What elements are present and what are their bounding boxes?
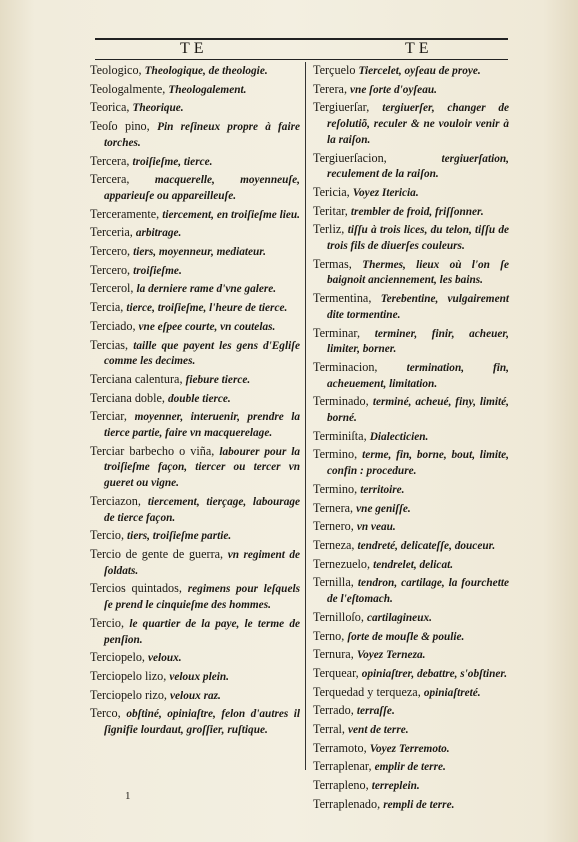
entry-definition: emplir de terre.	[374, 761, 446, 774]
entry-headword: Terraplenar,	[313, 759, 372, 774]
entry-definition: troiſieſme, tierce.	[132, 155, 213, 168]
entry-definition: fiebure tierce.	[185, 373, 251, 386]
header-top-rule	[95, 38, 508, 40]
dictionary-entry	[313, 326, 509, 357]
entry-headword: Terciado,	[90, 318, 136, 333]
entry-headword: Tercio,	[90, 528, 124, 543]
entry-headword: Terciana calentura,	[90, 371, 183, 386]
dictionary-entry	[90, 409, 300, 440]
dictionary-entry	[90, 706, 300, 737]
dictionary-entry	[90, 281, 300, 297]
dictionary-entry	[313, 360, 509, 391]
dictionary-entry	[313, 722, 509, 738]
dictionary-entry	[90, 688, 300, 704]
entry-headword: Terciazon,	[90, 493, 141, 508]
entry-headword: Ternero,	[313, 519, 354, 534]
dictionary-entry	[90, 494, 300, 525]
entry-headword: Tercia,	[90, 300, 124, 315]
entry-headword: Terciopelo,	[90, 650, 145, 665]
entry-definition: Terebentine, vulgairement dite tormentine.	[327, 293, 509, 321]
entry-headword: Terrapleno,	[313, 778, 369, 793]
entry-headword: Terral,	[313, 722, 345, 737]
dictionary-entry	[313, 647, 509, 663]
dictionary-entry	[313, 557, 509, 573]
entry-headword: Terciopelo lizo,	[90, 668, 167, 683]
entry-headword: Teorica,	[90, 100, 130, 115]
entry-headword: Teologalmente,	[90, 81, 166, 96]
entry-definition: tendreté, delicateſſe, douceur.	[357, 539, 496, 552]
header-left-letters: TE	[180, 40, 208, 57]
dictionary-entry	[313, 82, 509, 98]
entry-definition: moyenner, interuenir, prendre la tierce partie, faire vn macquerelage.	[104, 411, 301, 440]
entry-definition: Voyez Terneza.	[356, 649, 426, 662]
entry-headword: Tercios quintados,	[90, 581, 182, 596]
dictionary-entry	[313, 519, 509, 535]
entry-definition: terminer, finir, acheuer, limiter, borner.	[327, 327, 509, 356]
entry-definition: Thermes, lieux où l'on ſe baignoit anciennement, les bains.	[327, 258, 509, 287]
entry-headword: Terminar,	[313, 325, 361, 340]
dictionary-entry	[313, 759, 509, 775]
entry-definition: tergiuerſer, changer de reſolutiõ, reculer & ne vouloir venir à la raiſon.	[327, 102, 509, 146]
entry-headword: Tercias,	[90, 337, 129, 352]
entry-definition: tierce, troiſieſme, l'heure de tierce.	[126, 302, 288, 315]
entry-definition: termination, fin, acheuement, limitation.	[327, 361, 509, 390]
entry-definition: veloux.	[148, 652, 182, 665]
entry-definition: la derniere rame d'vne galere.	[136, 283, 277, 296]
dictionary-entry	[90, 225, 300, 241]
entry-headword: Terneza,	[313, 537, 355, 552]
entry-definition: terminé, acheué, finy, limité, borné.	[327, 396, 510, 425]
dictionary-entry	[90, 300, 300, 316]
entry-definition: terreplein.	[371, 780, 420, 793]
entry-headword: Terciar barbecho o viña,	[90, 443, 215, 458]
entry-headword: Terco,	[90, 706, 121, 721]
entry-headword: Tericia,	[313, 184, 350, 199]
dictionary-entry	[313, 575, 509, 606]
dictionary-entry	[313, 778, 509, 794]
dictionary-entry	[90, 372, 300, 388]
entry-headword: Termas,	[313, 256, 352, 271]
entry-headword: Ternera,	[313, 500, 354, 515]
dictionary-entry	[313, 538, 509, 554]
entry-headword: Tercero,	[90, 262, 131, 277]
dictionary-entry	[90, 207, 300, 223]
entry-definition: labourer pour la troiſieſme façon, tiercer ou tercer vn gueret ou vigne.	[104, 445, 300, 490]
entry-definition: troiſieſme.	[133, 264, 182, 277]
entry-headword: Terminiſta,	[313, 428, 367, 443]
entry-headword: Ternura,	[313, 647, 354, 662]
entry-definition: Dialecticien.	[369, 430, 429, 443]
dictionary-entry	[90, 391, 300, 407]
entry-definition: tiercement, en troiſieſme lieu.	[162, 208, 300, 221]
dictionary-entry	[313, 501, 509, 517]
entry-headword: Teritar,	[313, 203, 348, 218]
entry-definition: taille que payent les gens d'Egliſe comme les decimes.	[104, 339, 300, 368]
entry-definition: vne eſpee courte, vn coutelas.	[138, 320, 276, 333]
entry-definition: Voyez Itericia.	[352, 186, 419, 199]
dictionary-entry	[90, 82, 300, 98]
entry-headword: Terminacion,	[313, 359, 378, 374]
dictionary-entry	[313, 629, 509, 645]
dictionary-entry	[313, 204, 509, 220]
entry-headword: Terquear,	[313, 665, 359, 680]
entry-headword: Terno,	[313, 628, 345, 643]
entry-headword: Terliz,	[313, 222, 345, 237]
dictionary-entry	[90, 119, 300, 150]
dictionary-entry	[90, 547, 300, 578]
entry-definition: arbitrage.	[135, 227, 182, 240]
entry-headword: Teologico,	[90, 63, 142, 77]
dictionary-entry	[313, 741, 509, 757]
entry-headword: Terraplenado,	[313, 796, 381, 811]
entry-headword: Tercera,	[90, 172, 130, 187]
dictionary-entry	[313, 151, 509, 182]
right-column	[313, 63, 509, 816]
dictionary-entry	[313, 666, 509, 682]
dictionary-entry	[90, 263, 300, 279]
entry-definition: vne geniſſe.	[356, 502, 411, 515]
entry-definition: terraſſe.	[356, 705, 395, 718]
header-right-letters: TE	[405, 40, 433, 57]
entry-headword: Terramoto,	[313, 740, 367, 755]
entry-headword: Tercio de gente de guerra,	[90, 546, 224, 561]
entry-headword: Ternezuelo,	[313, 556, 371, 571]
entry-definition: tiſſu à trois lices, du telon, tiſſu de trois fils de diuerſes couleurs.	[327, 224, 509, 253]
folio-number: 1	[125, 790, 131, 802]
entry-headword: Ternilloſo,	[313, 609, 364, 624]
entry-headword: Terceria,	[90, 225, 133, 240]
dictionary-entry	[313, 703, 509, 719]
dictionary-entry	[90, 63, 300, 79]
entry-headword: Terciopelo rizo,	[90, 687, 167, 702]
entry-definition: tendron, cartilage, la fourchette de l'eſtomach.	[327, 577, 509, 606]
dictionary-entry	[313, 482, 509, 498]
column-divider	[305, 62, 306, 770]
entry-headword: Terera,	[313, 81, 347, 96]
dictionary-entry	[313, 610, 509, 626]
entry-headword: Tercerol,	[90, 281, 134, 296]
entry-headword: Terciar,	[90, 409, 127, 424]
entry-definition: vne ſorte d'oyſeau.	[350, 83, 437, 96]
left-column	[90, 63, 300, 741]
entry-definition: rempli de terre.	[383, 798, 455, 811]
entry-definition: Theologique, de theologie.	[144, 65, 268, 77]
entry-headword: Tergiuerſacion,	[313, 150, 387, 165]
entry-definition: vn regiment de ſoldats.	[104, 548, 300, 577]
entry-headword: Termentina,	[313, 291, 372, 306]
entry-headword: Terminado,	[313, 394, 369, 409]
entry-definition: regimens pour leſquels ſe prend le cinquieſme des hommes.	[104, 583, 300, 612]
entry-definition: veloux raz.	[170, 689, 221, 702]
entry-headword: Termino,	[313, 481, 358, 496]
entry-headword: Tercio,	[90, 615, 124, 630]
entry-headword: Tercero,	[90, 244, 131, 259]
entry-definition: opiniaſtrer, debattre, s'obſtiner.	[361, 667, 508, 680]
entry-definition: tiers, troiſieſme partie.	[127, 530, 232, 543]
dictionary-entry	[90, 319, 300, 335]
dictionary-entry	[313, 222, 509, 253]
entry-definition: vent de terre.	[348, 724, 409, 737]
entry-definition: macquerelle, moyenneuſe, apparieuſe ou appareilleuſe.	[104, 174, 300, 202]
entry-definition: opiniaſtreté.	[423, 686, 481, 699]
dictionary-entry	[90, 581, 300, 612]
entry-headword: Ternilla,	[313, 575, 354, 590]
dictionary-entry	[313, 257, 509, 288]
dictionary-entry	[90, 338, 300, 369]
entry-definition: tendrelet, delicat.	[373, 558, 454, 571]
header-bottom-rule	[95, 59, 508, 60]
entry-definition: territoire.	[360, 483, 405, 496]
dictionary-entry	[90, 650, 300, 666]
dictionary-entry	[90, 444, 300, 491]
entry-definition: veloux plein.	[169, 670, 229, 683]
entry-headword: Teoſo pino,	[90, 119, 150, 134]
entry-definition: terme, fin, borne, bout, limite, confin : procedure.	[327, 449, 509, 478]
entry-headword: Terciana doble,	[90, 390, 165, 405]
dictionary-entry	[313, 447, 509, 478]
entry-definition: Theologalement.	[168, 83, 247, 96]
entry-definition: tiers, moyenneur, mediateur.	[133, 246, 266, 259]
dictionary-entry	[313, 429, 509, 445]
dictionary-entry	[313, 63, 509, 79]
dictionary-entry	[313, 291, 509, 322]
entry-definition: ſorte de mouſle & poulie.	[347, 630, 465, 643]
entry-headword: Tercera,	[90, 153, 130, 168]
running-header	[95, 38, 508, 60]
entry-definition: trembler de froid, friſſonner.	[350, 205, 484, 218]
entry-headword: Terceramente,	[90, 206, 160, 221]
dictionary-entry	[90, 100, 300, 116]
dictionary-entry	[90, 244, 300, 260]
dictionary-entry	[90, 154, 300, 170]
dictionary-entry	[90, 616, 300, 647]
entry-definition: Theorique.	[132, 102, 184, 115]
dictionary-entry	[90, 172, 300, 203]
dictionary-entry	[90, 669, 300, 685]
entry-headword: Terrado,	[313, 703, 354, 718]
entry-definition: cartilagineux.	[366, 611, 432, 624]
entry-definition: tergiuerſation, reculement de la raiſon.	[327, 152, 509, 181]
entry-definition: Pin reſineux propre à faire torches.	[104, 121, 300, 149]
dictionary-entry	[313, 394, 509, 425]
entry-definition: tiercement, tierçage, labourage de tierce façon.	[104, 495, 300, 524]
entry-headword: Tergiuerſar,	[313, 100, 370, 115]
entry-definition: Voyez Terremoto.	[369, 742, 450, 755]
dictionary-entry	[313, 685, 509, 701]
dictionary-entry	[313, 797, 509, 813]
dictionary-entry	[313, 185, 509, 201]
entry-headword: Termino,	[313, 447, 358, 462]
entry-definition: le quartier de la paye, le terme de penſion.	[104, 617, 300, 646]
entry-definition: double tierce.	[168, 392, 231, 405]
dictionary-entry	[90, 528, 300, 544]
entry-definition: vn veau.	[356, 521, 396, 534]
dictionary-entry	[313, 100, 509, 147]
entry-definition: obſtiné, opiniaſtre, felon d'autres il ſignifie lourdaut, groſſier, ruſtique.	[104, 708, 301, 737]
entry-definition: Tiercelet, oyſeau de proye.	[358, 65, 481, 77]
entry-headword: Terçuelo	[313, 63, 356, 77]
entry-headword: Terquedad y terqueza,	[313, 684, 421, 699]
